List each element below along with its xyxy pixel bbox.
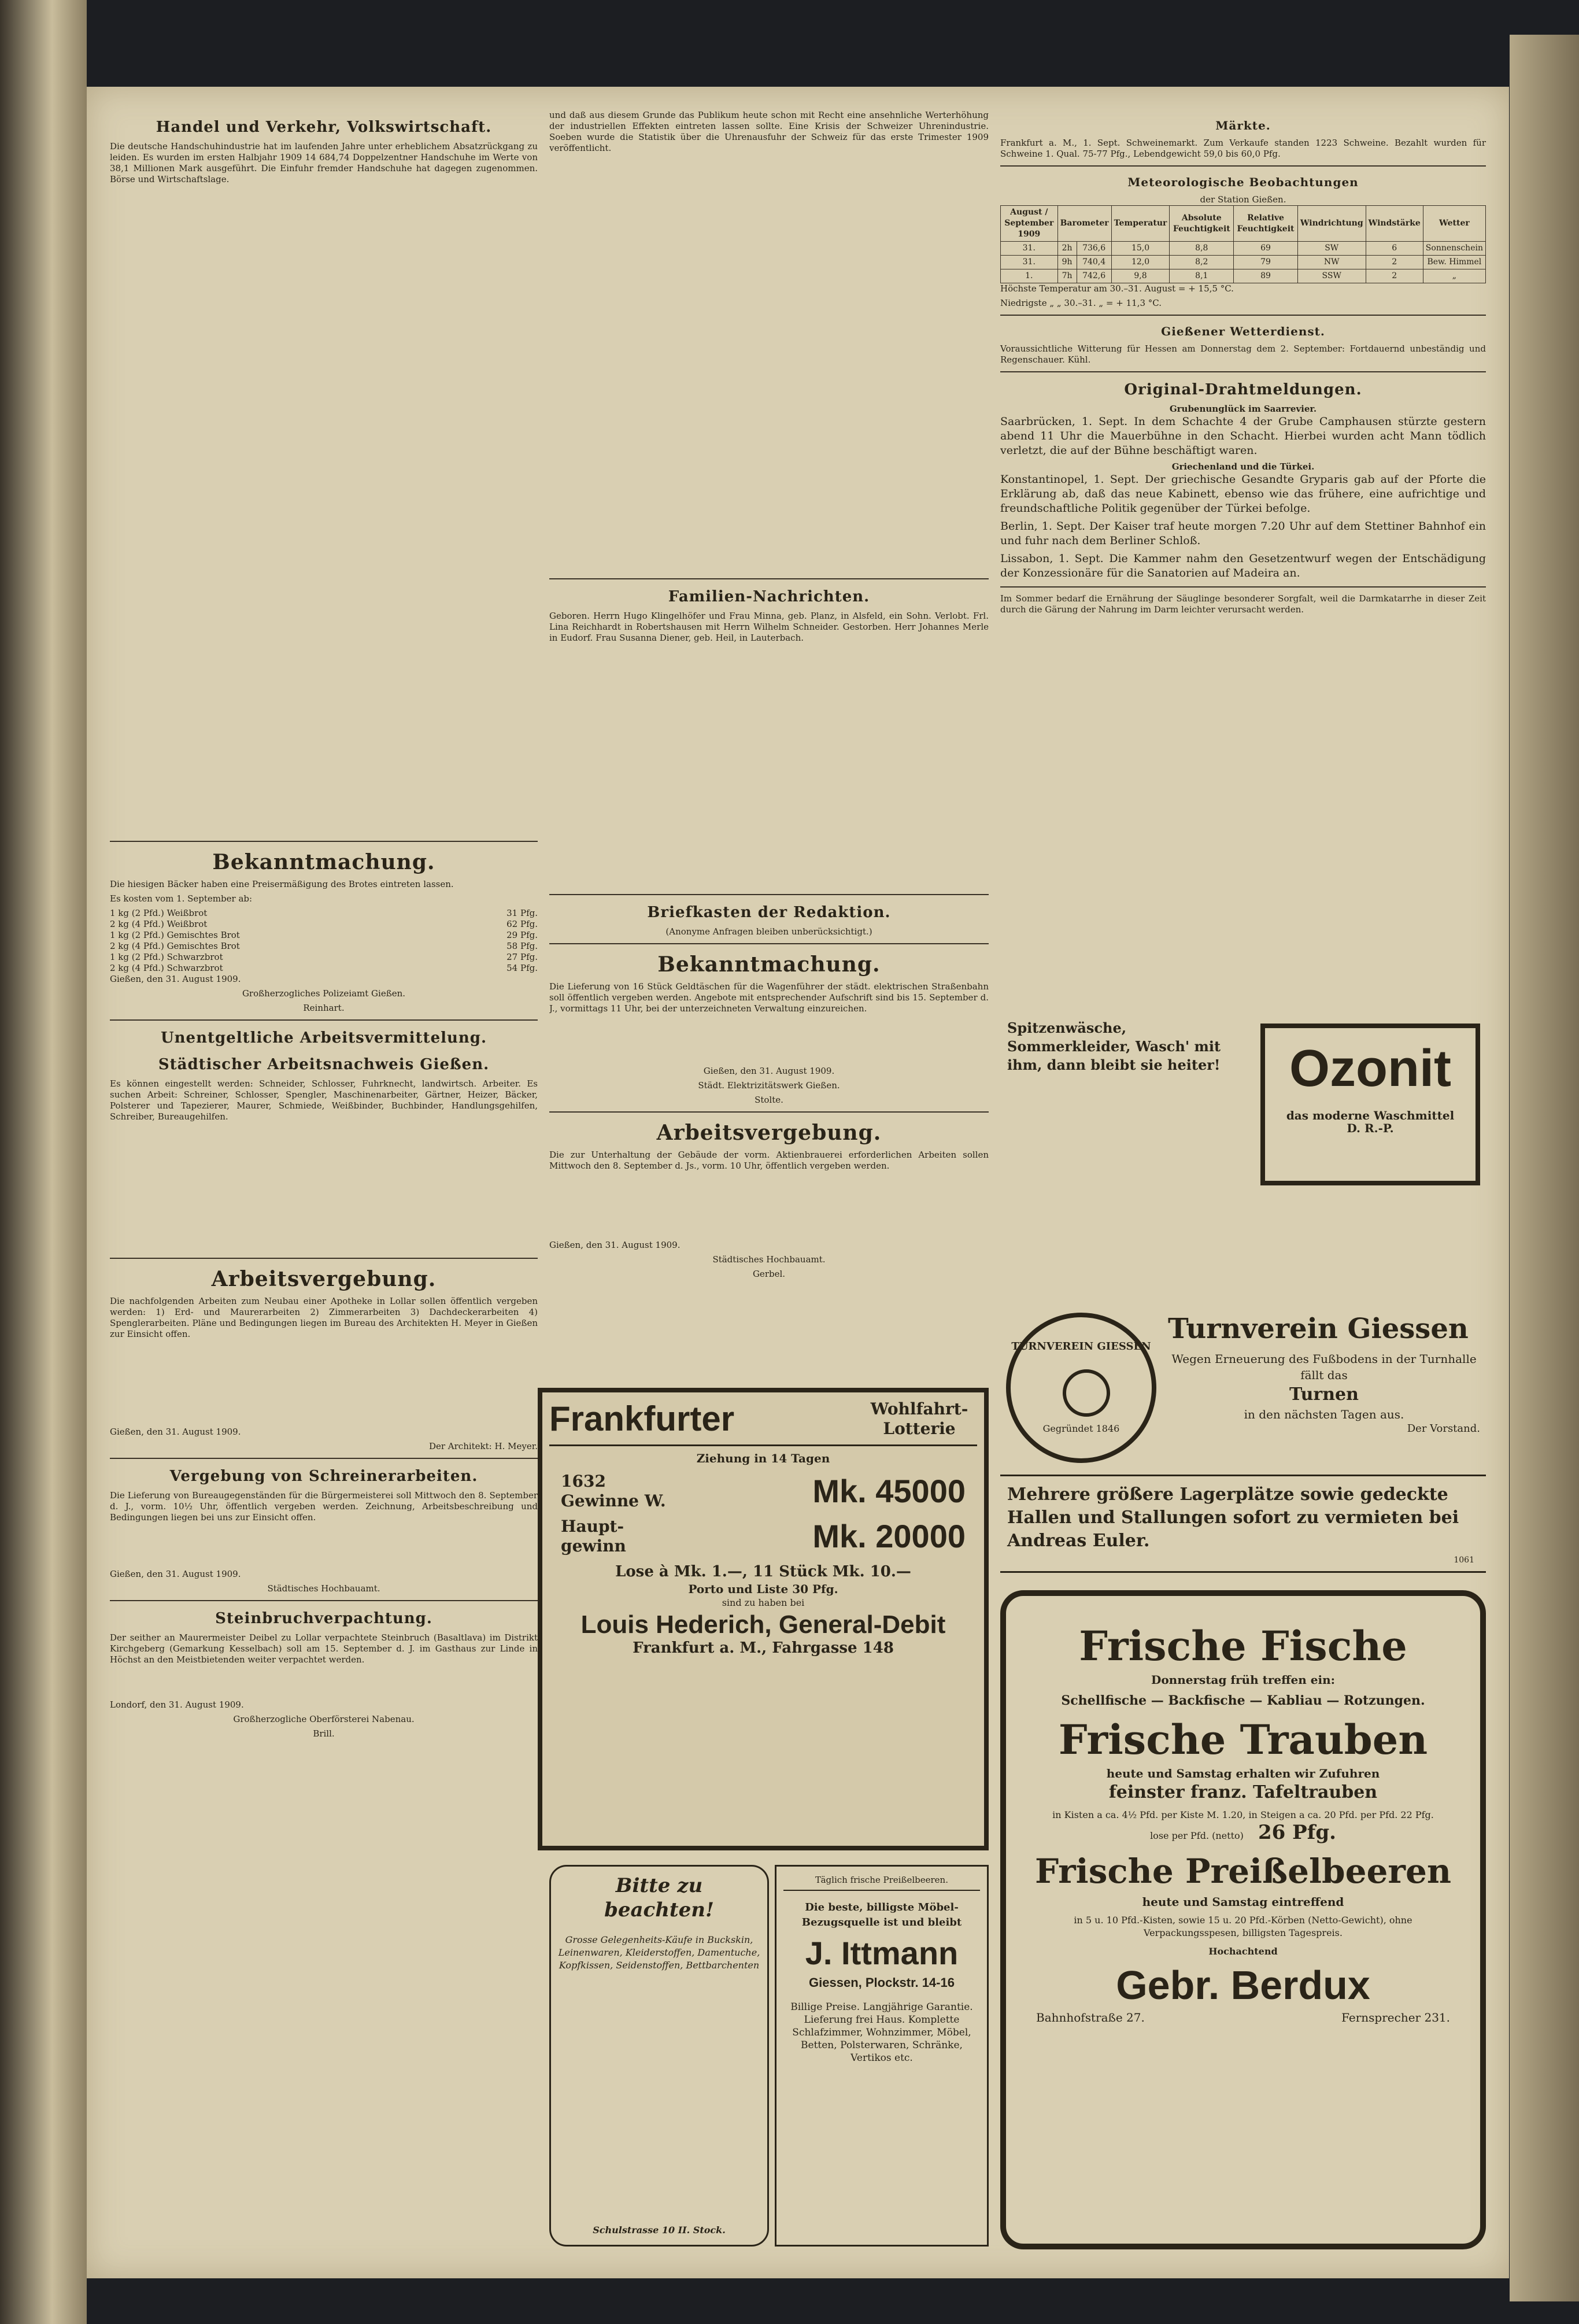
- berdux-address: Bahnhofstraße 27.: [1036, 2011, 1145, 2024]
- weather-table: [1000, 205, 1486, 283]
- arbeitsvergebung-date: Gießen, den 31. August 1909.: [110, 1427, 241, 1437]
- arbeitsnachweis-text: Es können eingestellt werden: Schneider, Schlosser, Fuhrknecht, landwirtsch. Arbeiter. Es suchen Arbeit: Schreiner, Schlosser, Spengler, Maschinenarbeiter, Gärtner, Heizer, Bäcker, Polsterer und Tapezierer, Maurer, Schmiede, Weißbinder, Buchbinder, Handlungsgehilfen, Schreiber, Bureaugehilfen.: [110, 1078, 538, 1122]
- trauben-lose: lose per Pfd. (netto): [1150, 1830, 1244, 1841]
- weather-min: Niedrigste „ „ 30.–31. „ = + 11,3 °C.: [1000, 298, 1162, 308]
- drahtmeldungen-sub: Grubenunglück im Saarrevier.: [1169, 404, 1317, 414]
- divider: [110, 1258, 538, 1259]
- price-row: 1 kg (2 Pfd.) Weißbrot 31 Pfg.: [110, 908, 538, 918]
- trauben-price: 26 Pfg.: [1258, 1821, 1336, 1844]
- weather-header-row: August / September 1909 Barometer Temperatur Absolute Feuchtigkeit Relative Feuchtigkeit Windrichtung Windstärke Wetter: [1001, 206, 1486, 242]
- lissabon-text: Lissabon, 1. Sept. Die Kammer nahm den Gesetzentwurf wegen der Entschädigung der Konzessionäre für die Sanatorien auf Madeira an.: [1000, 552, 1486, 579]
- steinbruch-sign: Großherzogliche Oberförsterei Nabenau.: [233, 1714, 415, 1724]
- table-row: 31. 9h 740,4 12,0 8,2 79 NW 2 Bew. Himmel: [1001, 256, 1486, 269]
- bekanntmachung2-date: Gießen, den 31. August 1909.: [703, 1066, 835, 1076]
- ittmann-ad: [775, 1865, 989, 2247]
- divider: [1000, 586, 1486, 588]
- wetter-heading: Meteorologische Beobachtungen: [1127, 175, 1359, 189]
- ozonit-sub: das moderne Waschmittel: [1286, 1109, 1455, 1122]
- familien-text: Geboren. Herrn Hugo Klingelhöfer und Frau Minna, geb. Planz, in Alsfeld, ein Sohn. Verlobt. Frl. Lina Reichhardt in Robertshausen mit Herrn Wilhelm Schneider. Gestorben. Herr Johannes Merle in Eudorf. Frau Susanna Diener, geb. Heil, in Lauterbach.: [549, 611, 989, 643]
- bekanntmachung-date: Gießen, den 31. August 1909.: [110, 974, 241, 984]
- turnverein-text: Wegen Erneuerung des Fußbodens in der Turnhalle fällt das: [1171, 1352, 1477, 1382]
- ozonit-patent: D. R.-P.: [1347, 1121, 1394, 1135]
- price-row: 1 kg (2 Pfd.) Schwarzbrot 27 Pfg.: [110, 952, 538, 962]
- arbeitsvergebung2-heading: Arbeitsvergebung.: [656, 1121, 882, 1145]
- price-row: 1 kg (2 Pfd.) Gemischtes Brot 29 Pfg.: [110, 930, 538, 940]
- lotterie-porto: Porto und Liste 30 Pfg.: [688, 1582, 838, 1596]
- price-list: [110, 908, 538, 974]
- bitte-ad: [549, 1865, 769, 2247]
- table-row: 1. 7h 742,6 9,8 8,1 89 SSW 2 „: [1001, 269, 1486, 283]
- sommer-text: Im Sommer bedarf die Ernährung der Säuglinge besonderer Sorgfalt, weil die Darmkatarrhe in dieser Zeit durch die Gärung der Nahrung im Darm leichter verursacht werden.: [1000, 593, 1486, 615]
- turnverein-heading: Turnverein Giessen: [1168, 1313, 1469, 1345]
- newspaper-page: [87, 87, 1509, 2278]
- column-right: [1000, 110, 1486, 619]
- lotterie-name: Louis Hederich, General-Debit: [580, 1610, 946, 1639]
- steinbruch-name: Brill.: [313, 1728, 335, 1739]
- lotterie-amount-1: Mk. 45000: [812, 1473, 966, 1509]
- preisel-text: in 5 u. 10 Pfd.-Kisten, sowie 15 u. 20 Pfd.-Körben (Netto-Gewicht), ohne Verpackungsspesen, billigsten Tagespreis.: [1074, 1915, 1412, 1938]
- weather-max: Höchste Temperatur am 30.–31. August = + 15,5 °C.: [1000, 283, 1234, 294]
- lotterie-title: Frankfurter: [549, 1399, 735, 1438]
- lotterie-lose: Lose à Mk. 1.—, 11 Stück Mk. 10.—: [615, 1563, 911, 1580]
- divider: [1000, 371, 1486, 372]
- wirtschaft-text: und daß aus diesem Grunde das Publikum heute schon mit Recht eine ansehnliche Werterhöhung der industriellen Effekten eintreten lassen sollte. Eine Krisis der Schweizer Uhrenindustrie. Soeben wurde die Statistik über die Uhrenausfuhr der Schweiz für das erste Trimester 1909 veröffentlicht.: [549, 110, 989, 153]
- maerkte-heading: Märkte.: [1215, 119, 1271, 132]
- steinbruch-text: Der seither an Maurermeister Deibel zu Lollar verpachtete Steinbruch (Basaltlava) im Distrikt Kirchgeberg (Gemarkung Kesselbach) soll am 15. September d. J. im Gasthaus zur Linde in Höchst an den Meistbietenden weiter verpachtet werden.: [110, 1632, 538, 1665]
- preisel-heading: Frische Preißelbeeren: [1034, 1852, 1452, 1891]
- handel-text: Die deutsche Handschuhindustrie hat im laufenden Jahre unter erheblichem Absatzrückgang zu leiden. Es wurden im ersten Halbjahr 1909 14 684,74 Doppelzentner Handschuhe im Werte von 38,1 Millionen Mark ausgeführt. Die Einfuhr fremder Handschuhe hat dagegen zugenommen. Börse und Wirtschaftslage.: [110, 141, 538, 184]
- arbeitsvergebung-text: Die nachfolgenden Arbeiten zum Neubau einer Apotheke in Lollar sollen öffentlich vergeben werden: 1) Erd- und Maurerarbeiten 2) Zimmerarbeiten 3) Dachdeckerarbeiten 4) Spenglerarbeiten. Pläne und Bedingungen liegen im Bureau des Architekten H. Meyer in Gießen zur Einsicht offen.: [110, 1296, 538, 1339]
- price-row: 2 kg (4 Pfd.) Weißbrot 62 Pfg.: [110, 919, 538, 929]
- tuerkei-text: Konstantinopel, 1. Sept. Der griechische Gesandte Gryparis gab auf der Pforte die Erklärung ab, daß das neue Kabinett, ebenso wie das frühere, eine aufrichtige und freundschaftliche Politik gegenüber der Türkei befolge.: [1000, 473, 1486, 515]
- column-middle: [549, 110, 989, 1283]
- turnverein-text2: in den nächsten Tagen aus.: [1244, 1407, 1404, 1421]
- ittmann-text: Billige Preise. Langjährige Garantie. Lieferung frei Haus. Komplette Schlafzimmer, Wohnzimmer, Möbel, Betten, Polsterwaren, Schränke, Vertikos etc.: [790, 2001, 973, 2064]
- lotterie-amount-2: Mk. 20000: [812, 1518, 966, 1554]
- lotterie-draw: Ziehung in 14 Tagen: [696, 1451, 830, 1465]
- bitte-address: Schulstrasse 10 II. Stock.: [593, 2225, 726, 2236]
- bekanntmachung-heading: Bekanntmachung.: [212, 850, 435, 874]
- lotterie-haupt: Haupt-gewinn: [561, 1517, 626, 1556]
- ittmann-sub: Die beste, billigste Möbel-Bezugsquelle ist und bleibt: [801, 1901, 962, 1928]
- drahtmeldungen-text: Saarbrücken, 1. Sept. In dem Schachte 4 der Grube Camphausen stürzte gestern abend 11 Uhr die Mauerbühne in den Schacht. Hierbei wurden acht Mann tödlich verletzt, die auf der Bühne beschäftigt waren.: [1000, 415, 1486, 457]
- divider: [549, 1111, 989, 1113]
- ozonit-ad: [1000, 1012, 1486, 1284]
- berdux-phone: Fernsprecher 231.: [1341, 2011, 1450, 2024]
- arbeitsvermittelung-heading: Unentgeltliche Arbeitsvermittelung.: [160, 1029, 487, 1047]
- divider: [549, 578, 989, 579]
- steinbruch-heading: Steinbruchverpachtung.: [215, 1610, 432, 1627]
- divider: [1000, 165, 1486, 167]
- bekanntmachung-sub: Es kosten vom 1. September ab:: [110, 893, 253, 904]
- bekanntmachung-intro: Die hiesigen Bäcker haben eine Preisermäßigung des Brotes eintreten lassen.: [110, 879, 454, 889]
- wetterdienst-heading: Gießener Wetterdienst.: [1161, 324, 1325, 338]
- schreiner-text: Die Lieferung von Bureaugegenständen für die Bürgermeisterei soll Mittwoch den 8. September d. J., vorm. 10½ Uhr, öffentlich vergeben werden. Zeichnung, Arbeitsbeschreibung und Bedingungen liegen bei uns zur Einsicht offen.: [110, 1490, 538, 1523]
- berlin-text: Berlin, 1. Sept. Der Kaiser traf heute morgen 7.20 Uhr auf dem Stettiner Bahnhof ein und fuhr nach dem Berliner Schloß.: [1000, 520, 1486, 547]
- handel-heading: Handel und Verkehr, Volkswirtschaft.: [156, 119, 492, 136]
- briefkasten-sub: (Anonyme Anfragen bleiben unberücksichtigt.): [665, 926, 872, 937]
- schreiner-heading: Vergebung von Schreinerarbeiten.: [169, 1468, 478, 1485]
- preisel-hoch: Hochachtend: [1208, 1946, 1278, 1957]
- fisch-sub: Donnerstag früh treffen ein:: [1151, 1673, 1335, 1687]
- table-row: 31. 2h 736,6 15,0 8,8 69 SW 6 Sonnenschein: [1001, 242, 1486, 256]
- lotterie-subtitle: Wohlfahrt-Lotterie: [870, 1399, 968, 1438]
- divider: [110, 841, 538, 842]
- arbeitsvergebung2-date: Gießen, den 31. August 1909.: [549, 1240, 681, 1250]
- arbeitsvergebung2-sign: Städtisches Hochbauamt.: [712, 1254, 826, 1265]
- arbeitsvergebung2-name: Gerbel.: [752, 1269, 786, 1279]
- turnverein-ad: [1000, 1307, 1486, 1469]
- bekanntmachung2-heading: Bekanntmachung.: [657, 952, 881, 977]
- lotterie-count: 1632: [561, 1472, 606, 1491]
- bekanntmachung2-text: Die Lieferung von 16 Stück Geldtäschen für die Wagenführer der städt. elektrischen Straßenbahn soll öffentlich vergeben werden. Angebote mit entsprechender Aufschrift sind bis 15. September d. J., vormittags 11 Uhr, bei der unterzeichneten Verwaltung einzureichen.: [549, 981, 989, 1014]
- fisch-list: Schellfische — Backfische — Kabliau — Rotzungen.: [1061, 1693, 1425, 1708]
- arbeitsvergebung2-text: Die zur Unterhaltung der Gebäude der vorm. Aktienbrauerei erforderlichen Arbeiten sollen Mittwoch den 8. September d. Js., vorm. 10 Uhr, öffentlich vergeben werden.: [549, 1150, 989, 1171]
- divider: [110, 1600, 538, 1601]
- ozonit-brand: Ozonit: [1289, 1040, 1451, 1098]
- schreiner-sign: Städtisches Hochbauamt.: [267, 1583, 380, 1594]
- wetter-sub: der Station Gießen.: [1200, 194, 1286, 205]
- arbeitsvergebung-heading: Arbeitsvergebung.: [211, 1267, 437, 1291]
- turnverein-turnen: Turnen: [1289, 1384, 1359, 1405]
- steinbruch-date: Londorf, den 31. August 1909.: [110, 1699, 244, 1710]
- column-left: [110, 110, 538, 1743]
- price-row: 2 kg (4 Pfd.) Gemischtes Brot 58 Pfg.: [110, 941, 538, 951]
- trauben-heading: Frische Trauben: [1058, 1716, 1428, 1764]
- bekanntmachung-sign: Großherzogliches Polizeiamt Gießen.: [242, 988, 406, 999]
- lotterie-ad: [538, 1388, 989, 1850]
- fisch-heading: Frische Fische: [1079, 1622, 1407, 1670]
- tuerkei-heading: Griechenland und die Türkei.: [1171, 461, 1315, 472]
- trauben-text: in Kisten a ca. 4½ Pfd. per Kiste M. 1.20, in Steigen a ca. 20 Pfd. per Pfd. 22 Pfg.: [1052, 1809, 1434, 1820]
- price-row: 2 kg (4 Pfd.) Schwarzbrot 54 Pfg.: [110, 963, 538, 973]
- wetterdienst-text: Voraussichtliche Witterung für Hessen am Donnerstag dem 2. September: Fortdauernd unbeständig und Regenschauer. Kühl.: [1000, 343, 1486, 365]
- bekanntmachung2-sign: Städt. Elektrizitätswerk Gießen.: [698, 1080, 840, 1091]
- bekanntmachung-name: Reinhart.: [303, 1003, 345, 1013]
- hallen-ad: [1000, 1475, 1486, 1573]
- schreiner-date: Gießen, den 31. August 1909.: [110, 1569, 241, 1579]
- lotterie-city: Frankfurt a. M., Fahrgasse 148: [633, 1639, 894, 1657]
- divider: [549, 894, 989, 895]
- hallen-num: 1061: [1454, 1556, 1474, 1565]
- drahtmeldungen-heading: Original-Drahtmeldungen.: [1124, 381, 1362, 398]
- lotterie-gewinne: Gewinne W.: [561, 1491, 666, 1510]
- ittmann-address: Giessen, Plockstr. 14-16: [809, 1975, 955, 1990]
- bitte-text: Grosse Gelegenheits-Käufe in Buckskin, Leinenwaren, Kleiderstoffen, Damentuche, Kopfkissen, Seidenstoffen, Bettbarchenten: [558, 1934, 760, 1971]
- preisel-note: Täglich frische Preißelbeeren.: [783, 1874, 980, 1891]
- divider: [110, 1019, 538, 1021]
- berdux-name: Gebr. Berdux: [1116, 1963, 1370, 2008]
- turnverein-seal-text: TURNVEREIN GIESSEN: [1011, 1340, 1151, 1353]
- divider: [1000, 315, 1486, 316]
- ozonit-text: Spitzenwäsche, Sommerkleider, Wasch' mit ihm, dann bleibt sie heiter!: [1007, 1019, 1221, 1073]
- arbeitsnachweis-heading: Städtischer Arbeitsnachweis Gießen.: [158, 1056, 490, 1073]
- ozonit-box: [1260, 1024, 1480, 1185]
- bitte-heading: Bitte zu beachten!: [604, 1874, 714, 1922]
- preisel-sub: heute und Samstag eintreffend: [1142, 1895, 1344, 1909]
- turnverein-emblem-icon: [1063, 1369, 1110, 1417]
- turnverein-sign: Der Vorstand.: [1407, 1423, 1480, 1435]
- ittmann-name: J. Ittmann: [805, 1935, 959, 1971]
- hallen-text: Mehrere größere Lagerplätze sowie gedeckte Hallen und Stallungen sofort zu vermieten bei Andreas Euler.: [1007, 1484, 1459, 1551]
- trauben-sub: heute und Samstag erhalten wir Zufuhren: [1106, 1767, 1380, 1780]
- lotterie-bei: sind zu haben bei: [722, 1597, 805, 1608]
- divider: [110, 1458, 538, 1459]
- maerkte-text: Frankfurt a. M., 1. Sept. Schweinemarkt. Zum Verkaufe standen 1223 Schweine. Bezahlt wurden für Schweine 1. Qual. 75-77 Pfg., Lebendgewicht 59,0 bis 60,0 Pfg.: [1000, 138, 1486, 159]
- turnverein-founded: Gegründet 1846: [1042, 1423, 1120, 1434]
- book-edge-right: [1510, 35, 1579, 2301]
- divider: [549, 943, 989, 944]
- briefkasten-heading: Briefkasten der Redaktion.: [647, 904, 891, 921]
- berdux-ad: [1000, 1590, 1486, 2249]
- familien-heading: Familien-Nachrichten.: [668, 588, 870, 605]
- arbeitsvergebung-sign: Der Architekt: H. Meyer.: [428, 1441, 538, 1451]
- turnverein-seal: [1006, 1313, 1156, 1463]
- bekanntmachung2-name: Stolte.: [755, 1095, 783, 1105]
- book-edge-left: [0, 0, 87, 2324]
- trauben-sub2: feinster franz. Tafeltrauben: [1108, 1782, 1378, 1802]
